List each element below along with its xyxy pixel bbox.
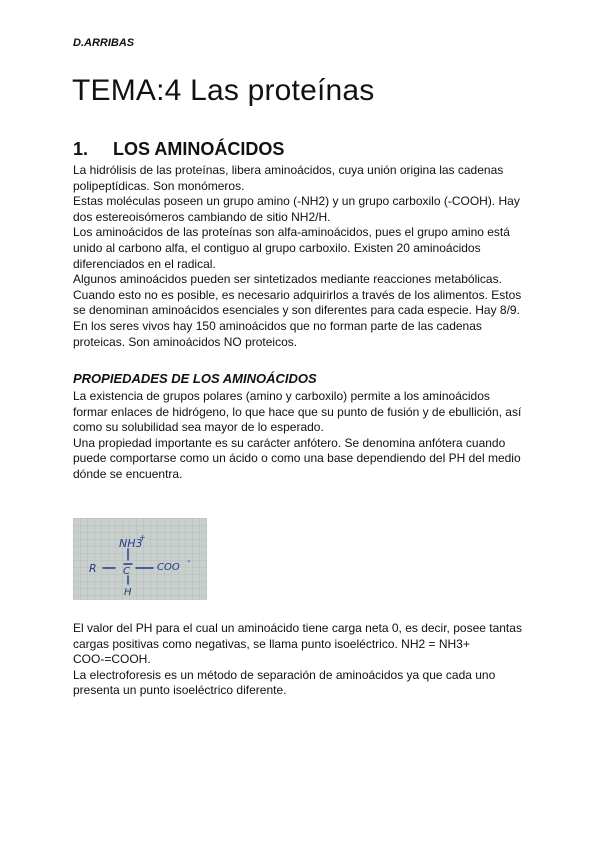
paragraph-line: COO-=COOH. bbox=[73, 652, 151, 667]
paragraph-line: Los aminoácidos de las proteínas son alfa-aminoácidos, pues el grupo amino está bbox=[73, 225, 510, 240]
paragraph-line: diferenciados en el radical. bbox=[73, 256, 216, 271]
author-name: D.ARRIBAS bbox=[73, 37, 135, 49]
sketch-charge-top: + bbox=[139, 533, 146, 542]
paragraph-line: En los seres vivos hay 150 aminoácidos que no forman parte de las cadenas bbox=[73, 318, 482, 333]
sketch-charge-right: - bbox=[187, 556, 191, 567]
sketch-label-right: COO bbox=[157, 562, 180, 573]
paragraph-line: proteicas. Son aminoácidos NO proteicos. bbox=[73, 334, 298, 349]
sketch-label-bottom: H bbox=[124, 587, 132, 598]
paragraph-line: cargas positivas como negativas, se llama punto isoeléctrico. NH2 = NH3+ bbox=[73, 636, 470, 651]
sketch-label-top: NH3 bbox=[119, 537, 143, 550]
paragraph-line: Estas moléculas poseen un grupo amino (-NH2) y un grupo carboxilo (-COOH). Hay bbox=[73, 194, 520, 209]
section-2-body-continued bbox=[73, 621, 533, 699]
paragraph-line: presenta un punto isoeléctrico diferente. bbox=[73, 683, 287, 698]
paragraph-line: polipeptídicas. Son monómeros. bbox=[73, 178, 245, 193]
paragraph-line: se denominan aminoácidos esenciales y son diferentes para cada especie. Hay 8/9. bbox=[73, 303, 520, 318]
section-heading-text: LOS AMINOÁCIDOS bbox=[113, 139, 285, 159]
page-title: TEMA:4 Las proteínas bbox=[72, 74, 375, 107]
paragraph-line: Cuando esto no es posible, es necesario adquirirlos a través de los alimentos. Estos bbox=[73, 287, 522, 302]
sketch-label-left: R bbox=[89, 562, 97, 575]
paragraph-line: El valor del PH para el cual un aminoácido tiene carga neta 0, es decir, posee tantas bbox=[73, 621, 522, 635]
section-heading-aminoacidos bbox=[73, 139, 284, 160]
section-number: 1. bbox=[73, 139, 89, 159]
paragraph-line: puede comportarse como un ácido o como una base dependiendo del PH del medio bbox=[73, 451, 521, 466]
subsection-heading-propiedades: PROPIEDADES DE LOS AMINOÁCIDOS bbox=[73, 371, 317, 386]
amino-acid-sketch-image bbox=[73, 518, 207, 600]
paragraph-line: formar enlaces de hidrógeno, lo que hace que su punto de fusión y de ebullición, así bbox=[73, 404, 522, 419]
paragraph-line: Algunos aminoácidos pueden ser sintetizados mediante reacciones metabólicas. bbox=[73, 272, 502, 287]
paragraph-line: unido al carbono alfa, el contiguo al grupo carboxilo. Existen 20 aminoácidos bbox=[73, 240, 481, 255]
paragraph-line: La electroforesis es un método de separación de aminoácidos ya que cada uno bbox=[73, 667, 496, 682]
paragraph-line: La existencia de grupos polares (amino y carboxilo) permite a los aminoácidos bbox=[73, 389, 490, 403]
paragraph-line: como su solubilidad sea mayor de lo esperado. bbox=[73, 420, 324, 435]
section-1-body bbox=[73, 163, 533, 350]
paragraph-line: dónde se encuentra. bbox=[73, 466, 183, 481]
section-2-body bbox=[73, 389, 533, 483]
paragraph-line: La hidrólisis de las proteínas, libera aminoácidos, cuya unión origina las cadenas bbox=[73, 163, 504, 177]
paragraph-line: Una propiedad importante es su carácter anfótero. Se denomina anfótera cuando bbox=[73, 435, 506, 450]
paragraph-line: dos estereoisómeros cambiando de sitio NH2/H. bbox=[73, 209, 331, 224]
sketch-label-center: C bbox=[123, 566, 130, 577]
